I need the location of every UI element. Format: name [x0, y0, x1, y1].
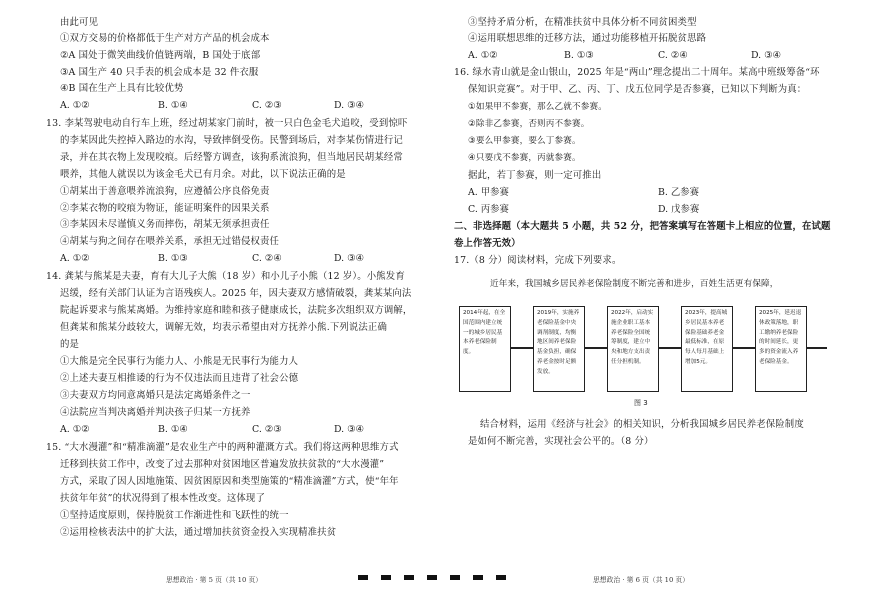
text-line: ②上述夫妻互相推诿的行为不仅违法而且违背了社会公德	[60, 373, 299, 384]
page-footer-right: 思想政治 · 第 6 页（共 10 页）	[593, 576, 690, 584]
text-line: 保知识竞赛”。对于甲、乙、丙、丁、戊五位同学是否参赛，已知以下判断为真：	[468, 84, 807, 95]
option-b[interactable]: B. ①③	[564, 50, 594, 61]
option-a[interactable]: A. ①②	[60, 424, 90, 435]
text-line: ④B 国在生产上具有比较优势	[60, 83, 184, 94]
text-line: ①坚持适度原则，保持脱贫工作渐进性和飞跃性的统一	[60, 510, 289, 521]
text-line: ①大熊是完全民事行为能力人、小熊是无民事行为能力人	[60, 356, 299, 367]
text-line: 院起诉要求与熊某离婚。为维持家庭和睦和孩子健康成长，法院多次组织双方调解，	[60, 305, 413, 316]
text-line: ①胡某出于善意喂养流浪狗，应遵循公序良俗免责	[60, 186, 270, 197]
option-d[interactable]: D. ③④	[334, 100, 364, 111]
text-line: ③要么甲参赛，要么丁参赛。	[468, 136, 581, 146]
text-line: ③李某因未尽谨慎义务而摔伤，胡某无须承担责任	[60, 219, 270, 230]
text-line: 喂养，其他人就误以为该金毛犬已有月余。对此，以下说法正确的是	[60, 169, 346, 180]
text-line: 是如何不断完善，实现社会公平的。（8 分）	[468, 436, 654, 447]
text-line: ④运用联想思维的迁移方法，通过功能移植开拓脱贫思路	[468, 33, 707, 44]
text-line: ②运用检核表法中的扩大法，通过增加扶贫资金投入实现精准扶贫	[60, 527, 337, 538]
text-line: 由此可见	[60, 17, 99, 28]
option-a[interactable]: A. 甲参赛	[468, 187, 509, 198]
option-d[interactable]: D. 戊参赛	[658, 204, 700, 215]
text-line: ③A 国生产 40 只手表的机会成本是 32 件衣服	[60, 67, 259, 78]
text-line: ①双方交易的价格都低于生产对方产品的机会成本	[60, 33, 270, 44]
text-line: 录，并在其衣物上发现咬痕。后经警方调查，该狗系流浪狗，但当地居民胡某经常	[60, 152, 403, 163]
page-footer-left: 思想政治 · 第 5 页（共 10 页）	[166, 576, 263, 584]
material-intro: 近年来，我国城乡居民养老保险制度不断完善和进步，百姓生活更有保障，	[490, 279, 779, 289]
option-c[interactable]: C. 丙参赛	[468, 204, 509, 215]
text-line: 据此，若丁参赛，则一定可推出	[468, 170, 602, 181]
option-d[interactable]: D. ③④	[751, 50, 781, 61]
section-heading-cont: 卷上作答无效）	[454, 238, 521, 249]
option-c[interactable]: C. ②③	[252, 424, 282, 435]
question-13: 13. 李某驾驶电动自行车上班，经过胡某家门前时，被一只白色金毛犬追咬，受到惊吓	[46, 118, 408, 129]
text-line: ②李某衣物的咬痕为物证，能证明案件的因果关系	[60, 203, 270, 214]
question-14: 14. 龚某与熊某是夫妻，育有大儿子大熊（18 岁）和小儿子小熊（12 岁）。小熊发育	[46, 271, 405, 282]
option-b[interactable]: B. ①③	[158, 253, 188, 264]
option-a[interactable]: A. ①②	[60, 100, 90, 111]
question-17: 17.（8 分）阅读材料，完成下列要求。	[454, 255, 622, 266]
timeline-box-2025: 2025年，延迟退休政策落地，职工缴纳养老保险的时间延长，更多的资金流入养老保险基金。	[755, 306, 807, 392]
option-c[interactable]: C. ②④	[252, 253, 282, 264]
text-line: ②除非乙参赛，否则丙不参赛。	[468, 119, 590, 129]
text-line: ④胡某与狗之间存在喂养关系，承担无过错侵权责任	[60, 236, 280, 247]
timeline-box-2014: 2014年起，在全国范围内建立统一的城乡居民基本养老保险制度。	[459, 306, 511, 392]
text-line: 方式，采取了因人因地施策、因贫困原因和类型施策的“精准滴灌”方式，使“年年	[60, 476, 399, 487]
option-d[interactable]: D. ③④	[334, 424, 364, 435]
question-15: 15. “大水漫灌”和“精准滴灌”是农业生产中的两种灌溉方式。我们将这两种思维方式	[46, 442, 399, 453]
option-a[interactable]: A. ①②	[60, 253, 90, 264]
text-line: ③夫妻双方均同意离婚只是法定离婚条件之一	[60, 390, 251, 401]
text-line: ②A 国处于微笑曲线价值链两端，B 国处于底部	[60, 50, 261, 61]
text-line: 结合材料，运用《经济与社会》的相关知识，分析我国城乡居民养老保险制度	[480, 419, 804, 430]
option-a[interactable]: A. ①②	[468, 50, 498, 61]
text-line: 但龚某和熊某分歧较大，调解无效，均表示希望由对方抚养小熊.下列说法正确	[60, 322, 387, 333]
timeline-box-2023: 2023年，提高城乡居民基本养老保险基础养老金最低标准，在原每人每月基础上增加5元。	[681, 306, 733, 392]
option-b[interactable]: B. ①④	[158, 424, 188, 435]
question-16: 16. 绿水青山就是金山银山，2025 年是“两山”理念提出二十周年。某高中班级筹备“环	[454, 67, 820, 78]
section-heading: 二、非选择题（本大题共 5 小题，共 52 分，把答案填写在答题卡上相应的位置，在试题	[454, 221, 831, 232]
option-b[interactable]: B. ①④	[158, 100, 188, 111]
text-line: ④法院应当判决离婚并判决孩子归某一方抚养	[60, 407, 251, 418]
text-line: 扶贫年年贫”的状况得到了根本性改变。这体现了	[60, 493, 265, 504]
option-c[interactable]: C. ②③	[252, 100, 282, 111]
figure-label: 图 3	[634, 399, 648, 407]
text-line: 的李某因此失控掉入路边的水沟，导致摔倒受伤。民警到场后，对李某伤情进行记	[60, 135, 403, 146]
text-line: ④只要戊不参赛，丙就参赛。	[468, 153, 581, 163]
text-line: 迁移到扶贫工作中，改变了过去那种对贫困地区普遍发放扶贫款的“大水漫灌”	[60, 459, 385, 470]
option-c[interactable]: C. ②④	[658, 50, 688, 61]
option-d[interactable]: D. ③④	[334, 253, 364, 264]
text-line: 迟缓，经有关部门认证为言语残疾人。2025 年，因夫妻双方感情破裂，龚某某向法	[60, 288, 412, 299]
text-line: ③坚持矛盾分析，在精准扶贫中具体分析不同贫困类型	[468, 17, 697, 28]
timeline-box-2022: 2022年，启动实施企业职工基本养老保险全国统筹制度，建立中央和地方支出责任分担机制。	[607, 306, 659, 392]
timeline-box-2019: 2019年，实施养老保险基金中央调剂制度，均衡地区间养老保险基金负担，确保养老金按时足额发放。	[533, 306, 585, 392]
policy-timeline-figure	[459, 300, 827, 397]
option-b[interactable]: B. 乙参赛	[658, 187, 699, 198]
text-line: 的是	[60, 339, 80, 350]
text-line: ①如果甲不参赛，那么乙就不参赛。	[468, 102, 608, 112]
